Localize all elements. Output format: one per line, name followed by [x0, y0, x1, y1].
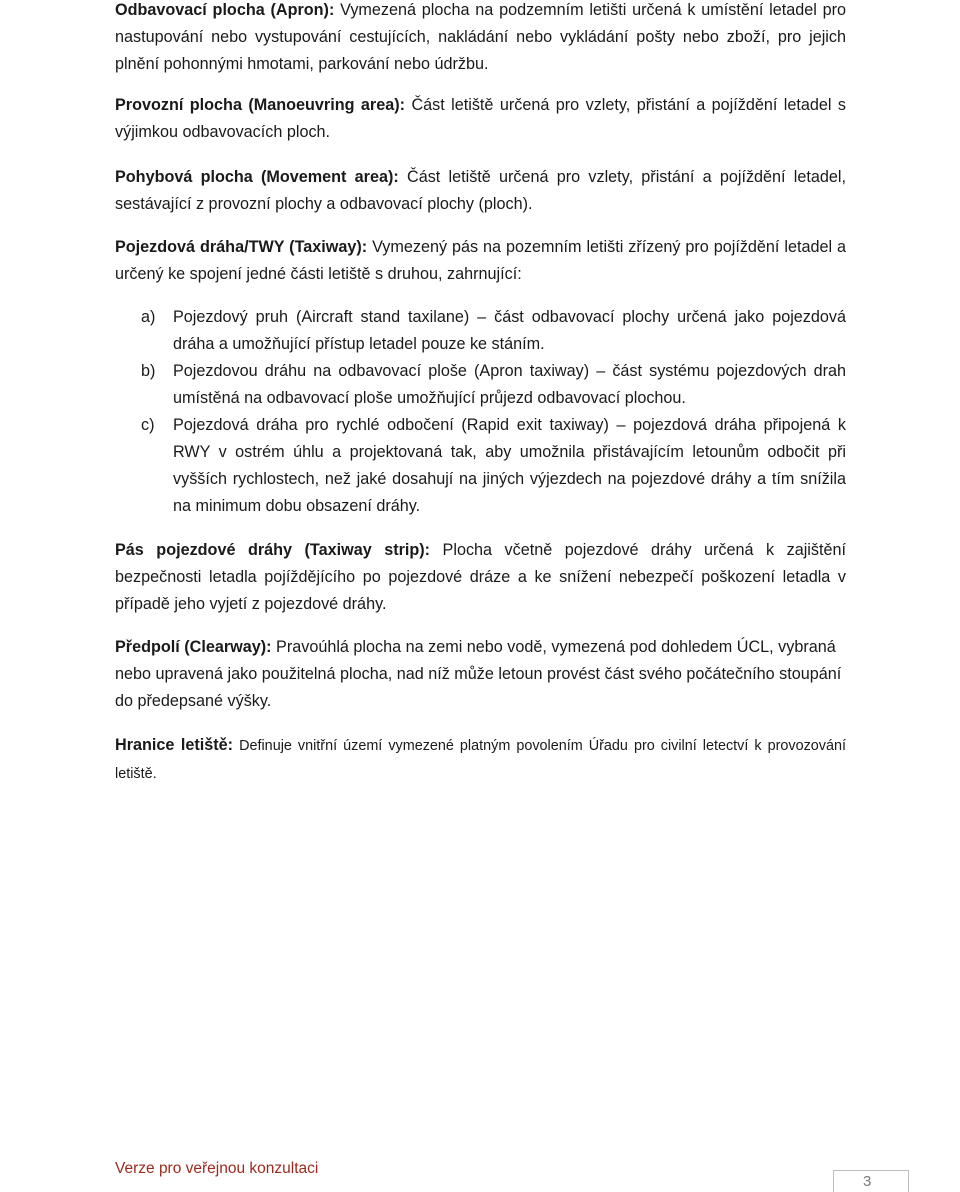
term-movement-area: Pohybová plocha (Movement area): [115, 168, 399, 186]
definition-apron [115, 0, 846, 78]
footer-version-note: Verze pro veřejnou konzultaci [115, 1160, 319, 1177]
term-taxiway-strip: Pás pojezdové dráhy (Taxiway strip): [115, 541, 431, 559]
definition-movement-area [115, 164, 846, 218]
definition-clearway-text: Pravoúhlá plocha na zemi nebo vodě, vymezená pod dohledem ÚCL, vybraná nebo upravená jako použitelná plocha, nad níž může letoun provést část svého počátečního stoupání do předepsané výšky. [115, 638, 842, 710]
term-apron: Odbavovací plocha (Apron): [115, 1, 335, 19]
definition-aerodrome-boundary [115, 732, 846, 788]
definition-aerodrome-boundary-text: Definuje vnitřní území vymezené platným povolením Úřadu pro civilní letectví k provozování letiště. [115, 738, 846, 782]
list-item [115, 304, 846, 358]
taxiway-types-list [115, 304, 846, 520]
definition-taxiway [115, 234, 846, 288]
term-manoeuvring-area: Provozní plocha (Manoeuvring area): [115, 96, 406, 114]
list-item-text: Pojezdový pruh (Aircraft stand taxilane) – část odbavovací plochy určená jako pojezdová dráha a umožňující přístup letadel pouze ke stáním. [173, 308, 846, 353]
term-clearway: Předpolí (Clearway): [115, 638, 272, 656]
definition-manoeuvring-area [115, 92, 846, 146]
definition-apron-text: Vymezená plocha na podzemním letišti určená k umístění letadel pro nastupování nebo vystupování cestujících, nakládání nebo vykládání pošty nebo zboží, pro jejich plnění pohonnými hmotami, parkování nebo údržbu. [115, 1, 846, 73]
list-item-marker: b) [141, 362, 156, 380]
definition-movement-area-text: Část letiště určená pro vzlety, přistání a pojíždění letadel, sestávající z provozní plochy a odbavovací plochy (ploch). [115, 168, 846, 213]
definition-clearway [115, 634, 846, 715]
list-item-marker: a) [141, 308, 156, 326]
definition-taxiway-text: Vymezený pás na pozemním letišti zřízený pro pojíždění letadel a určený ke spojení jedné části letiště s druhou, zahrnující: [115, 238, 846, 283]
definition-manoeuvring-area-text: Část letiště určená pro vzlety, přistání a pojíždění letadel s výjimkou odbavovacích ploch. [115, 96, 846, 141]
list-item-text: Pojezdovou dráhu na odbavovací ploše (Apron taxiway) – část systému pojezdových drah umístěná na odbavovací ploše umožňující průjezd odbavovací plochou. [173, 362, 846, 407]
term-aerodrome-boundary: Hranice letiště: [115, 736, 234, 754]
definition-taxiway-strip [115, 537, 846, 618]
definition-taxiway-strip-text: Plocha včetně pojezdové dráhy určená k zajištění bezpečnosti letadla pojíždějícího po pojezdové dráze a ke snížení nebezpečí poškození letadla v případě jeho vyjetí z pojezdové dráhy. [115, 541, 846, 613]
list-item [115, 358, 846, 412]
term-taxiway: Pojezdová dráha/TWY (Taxiway): [115, 238, 368, 256]
list-item-marker: c) [141, 416, 155, 434]
list-item [115, 412, 846, 520]
list-item-text: Pojezdová dráha pro rychlé odbočení (Rapid exit taxiway) – pojezdová dráha připojená k RWY v ostrém úhlu a projektovaná tak, aby umožnila přistávajícím letounům odbočit při vyšších rychlostech, než jaké dosahují na jiných výjezdech na pojezdové dráhy a tím snížila na minimum dobu obsazení dráhy. [173, 416, 846, 515]
page-number: 3 [863, 1173, 872, 1190]
